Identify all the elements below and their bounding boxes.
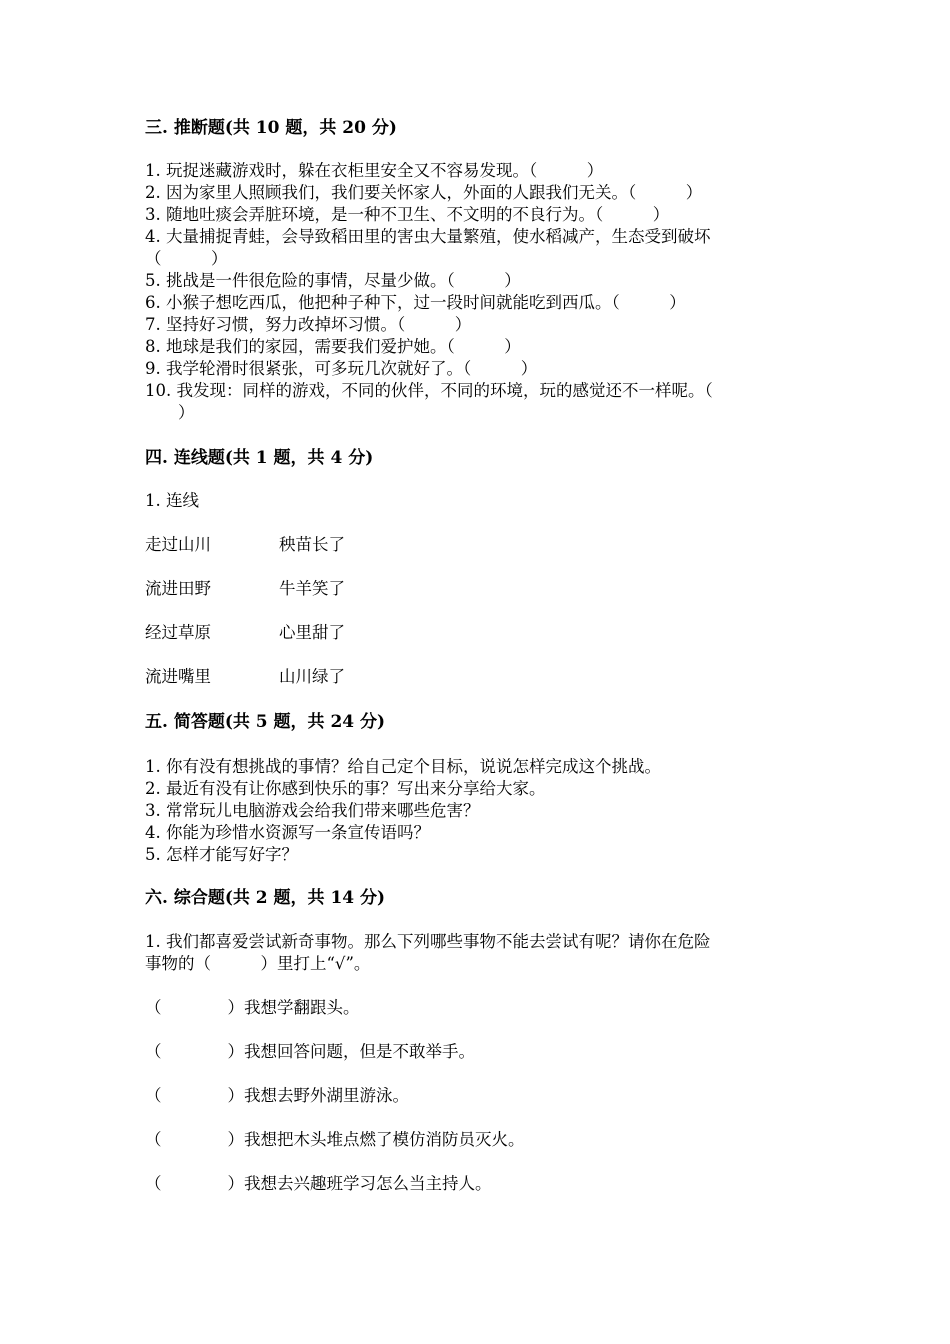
matching-left-2: 流进田野 xyxy=(145,579,211,598)
option-1: （ ）我想学翻跟头。 xyxy=(145,998,360,1017)
matching-right-4: 山川绿了 xyxy=(279,667,345,686)
option-4: （ ）我想把木头堆点燃了模仿消防员灭火。 xyxy=(145,1130,525,1149)
section-6-title: 六. 综合题(共 2 题，共 14 分) xyxy=(145,888,386,908)
comprehensive-question-line-2: 事物的（ ）里打上“√”。 xyxy=(145,954,371,973)
comprehensive-question-line-1: 1. 我们都喜爱尝试新奇事物。那么下列哪些事物不能去尝试有呢？请你在危险 xyxy=(145,932,711,951)
judgement-item-9: 9. 我学轮滑时很紧张，可多玩几次就好了。（ ） xyxy=(145,359,538,378)
judgement-item-6: 6. 小猴子想吃西瓜，他把种子种下，过一段时间就能吃到西瓜。（ ） xyxy=(145,293,686,312)
judgement-item-4: 4. 大量捕捉青蛙，会导致稻田里的害虫大量繁殖，使水稻减产，生态受到破坏 xyxy=(145,227,711,246)
matching-left-3: 经过草原 xyxy=(145,623,211,642)
option-5: （ ）我想去兴趣班学习怎么当主持人。 xyxy=(145,1174,492,1193)
option-2: （ ）我想回答问题，但是不敢举手。 xyxy=(145,1042,475,1061)
matching-left-4: 流进嘴里 xyxy=(145,667,211,686)
short-answer-3: 3. 常常玩儿电脑游戏会给我们带来哪些危害？ xyxy=(145,801,480,820)
judgement-item-5: 5. 挑战是一件很危险的事情，尽量少做。（ ） xyxy=(145,271,521,290)
judgement-item-1: 1. 玩捉迷藏游戏时，躲在衣柜里安全又不容易发现。（ ） xyxy=(145,161,604,180)
matching-left-1: 走过山川 xyxy=(145,535,211,554)
short-answer-4: 4. 你能为珍惜水资源写一条宣传语吗？ xyxy=(145,823,430,842)
short-answer-1: 1. 你有没有想挑战的事情？给自己定个目标，说说怎样完成这个挑战。 xyxy=(145,757,661,776)
matching-right-1: 秧苗长了 xyxy=(279,535,345,554)
section-4-title: 四. 连线题(共 1 题，共 4 分) xyxy=(145,448,374,468)
judgement-item-10-blank: ） xyxy=(145,403,195,422)
short-answer-5: 5. 怎样才能写好字？ xyxy=(145,845,298,864)
judgement-item-2: 2. 因为家里人照顾我们，我们要关怀家人，外面的人跟我们无关。（ ） xyxy=(145,183,703,202)
short-answer-2: 2. 最近有没有让你感到快乐的事？写出来分享给大家。 xyxy=(145,779,546,798)
judgement-item-3: 3. 随地吐痰会弄脏环境，是一种不卫生、不文明的不良行为。（ ） xyxy=(145,205,670,224)
matching-question: 1. 连线 xyxy=(145,491,199,510)
judgement-item-8: 8. 地球是我们的家园，需要我们爱护她。（ ） xyxy=(145,337,521,356)
section-5-title: 五. 简答题(共 5 题，共 24 分) xyxy=(145,712,386,732)
judgement-item-7: 7. 坚持好习惯，努力改掉坏习惯。（ ） xyxy=(145,315,472,334)
option-3: （ ）我想去野外湖里游泳。 xyxy=(145,1086,409,1105)
matching-right-2: 牛羊笑了 xyxy=(279,579,345,598)
judgement-item-4-blank: （ ） xyxy=(145,249,228,268)
matching-right-3: 心里甜了 xyxy=(279,623,345,642)
section-3-title: 三. 推断题(共 10 题，共 20 分) xyxy=(145,118,397,138)
judgement-item-10: 10. 我发现：同样的游戏，不同的伙伴，不同的环境，玩的感觉还不一样呢。（ xyxy=(145,381,713,400)
